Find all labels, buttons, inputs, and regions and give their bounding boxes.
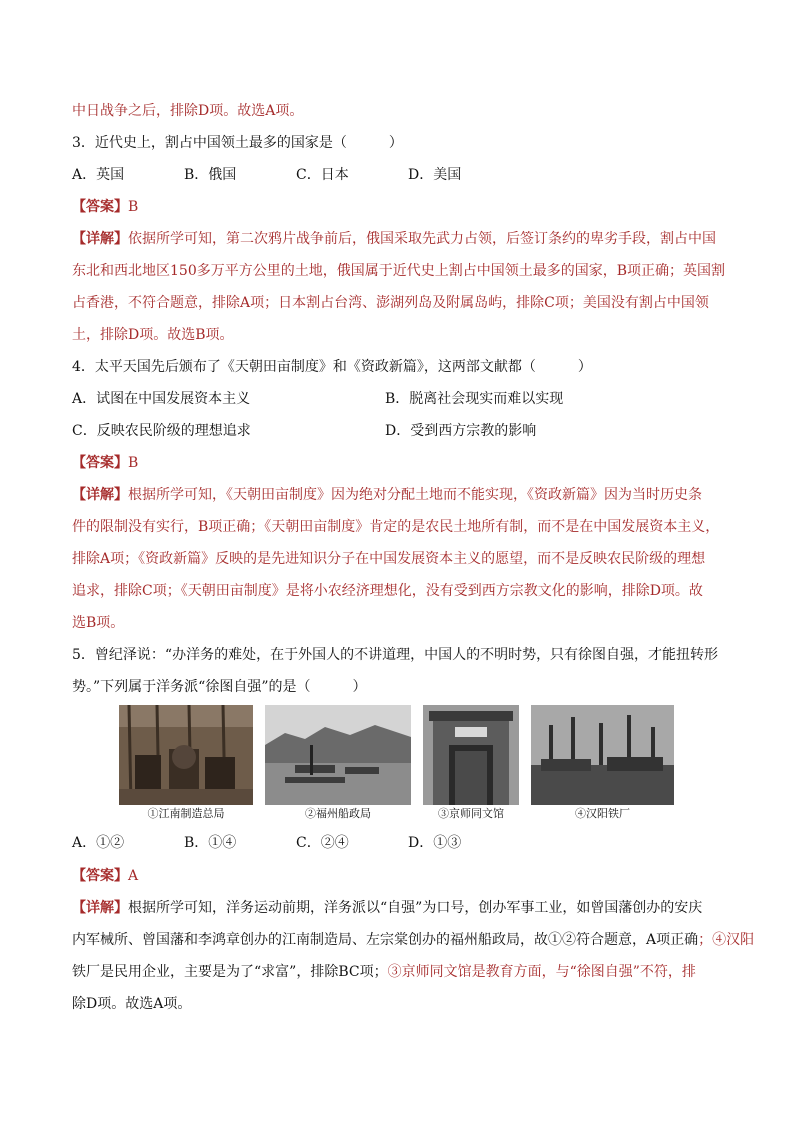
q5-answer xyxy=(72,866,138,886)
q4-stem: 4．太平天国先后颁布了《天朝田亩制度》和《资政新篇》，这两部文献都（ ） xyxy=(72,359,592,375)
q3-option-c: C．日本 xyxy=(296,167,349,183)
photo-hanyang-ironworks xyxy=(531,705,674,805)
detail-text-red: ；④汉阳 xyxy=(698,932,755,948)
answer-value: B xyxy=(128,199,139,215)
q4-detail-line-5: 选B项。 xyxy=(72,615,125,631)
q4-detail-line-2: 件的限制没有实行，B项正确；《天朝田亩制度》肯定的是农民土地所有制，而不是在中国发展资本主义， xyxy=(72,519,720,535)
q5-stem-line-1: 5．曾纪泽说：“办洋务的难处，在于外国人的不讲道理，中国人的不明时势，只有徐图自强，才能扭转形 xyxy=(72,647,719,663)
q4-answer xyxy=(72,453,138,473)
intro-line: 中日战争之后，排除D项。故选A项。 xyxy=(72,103,304,119)
q4-detail-line-4: 追求，排除C项；《天朝田亩制度》是将小农经济理想化，没有受到西方宗教文化的影响，排除D项。故 xyxy=(72,583,703,599)
q5-stem-line-2: 势。”下列属于洋务派“徐图自强”的是（ ） xyxy=(72,679,367,695)
q4-option-d: D．受到西方宗教的影响 xyxy=(385,423,537,439)
detail-text: 根据所学可知，《天朝田亩制度》因为绝对分配土地而不能实现，《资政新篇》因为当时历史条 xyxy=(128,487,702,503)
q4-detail-line-3: 排除A项；《资政新篇》反映的是先进知识分子在中国发展资本主义的愿望，而不是反映农民阶级的理想 xyxy=(72,551,706,567)
q5-detail-line-2 xyxy=(72,930,754,950)
detail-tag: 【详解】 xyxy=(72,487,128,503)
q3-detail-line-3: 占香港，不符合题意，排除A项；日本割占台湾、澎湖列岛及附属岛屿，排除C项；美国没有割占中国领 xyxy=(72,295,709,311)
detail-tag: 【详解】 xyxy=(72,231,128,247)
q4-option-c: C．反映农民阶级的理想追求 xyxy=(72,423,251,439)
q4-option-a: A．试图在中国发展资本主义 xyxy=(72,391,251,407)
caption-2: ②福州船政局 xyxy=(305,807,371,820)
q5-detail-line-1 xyxy=(72,898,702,918)
q3-answer xyxy=(72,197,138,217)
detail-text: 依据所学可知，第二次鸦片战争前后，俄国采取先武力占领，后签订条约的卑劣手段，割占中国 xyxy=(128,231,716,247)
q3-option-a: A．英国 xyxy=(72,167,125,183)
answer-value: B xyxy=(128,455,139,471)
q3-stem: 3．近代史上，割占中国领土最多的国家是（ ） xyxy=(72,135,403,151)
q5-option-c: C．②④ xyxy=(296,835,349,851)
photo-jiangnan-arsenal xyxy=(119,705,253,805)
q5-option-b: B．①④ xyxy=(184,835,237,851)
q3-detail-line-2: 东北和西北地区150多万平方公里的土地，俄国属于近代史上割占中国领土最多的国家，B项正确；英国割 xyxy=(72,263,726,279)
caption-3: ③京师同文馆 xyxy=(438,807,504,820)
q5-option-a: A．①② xyxy=(72,835,125,851)
answer-tag: 【答案】 xyxy=(72,199,128,215)
q3-detail-line-4: 土，排除D项。故选B项。 xyxy=(72,327,234,343)
caption-4: ④汉阳铁厂 xyxy=(575,807,630,820)
q3-detail-line-1 xyxy=(72,229,716,249)
detail-text: 铁厂是民用企业，主要是为了“求富”，排除BC项； xyxy=(72,964,388,980)
q5-detail-line-3 xyxy=(72,962,696,982)
q3-option-b: B．俄国 xyxy=(184,167,237,183)
answer-value: A xyxy=(128,868,139,884)
q3-option-d: D．美国 xyxy=(408,167,462,183)
q5-detail-line-4: 除D项。故选A项。 xyxy=(72,996,192,1012)
photo-tongwenguan xyxy=(423,705,519,805)
q5-option-d: D．①③ xyxy=(408,835,462,851)
detail-tag: 【详解】 xyxy=(72,900,128,916)
detail-text: 根据所学可知，洋务运动前期，洋务派以“自强”为口号，创办军事工业，如曾国藩创办的安庆 xyxy=(128,900,703,916)
detail-text: 内军械所、曾国藩和李鸿章创办的江南制造局、左宗棠创办的福州船政局，故①②符合题意，A项正确 xyxy=(72,932,699,948)
q4-option-b: B．脱离社会现实而难以实现 xyxy=(385,391,564,407)
photo-fuzhou-shipyard xyxy=(265,705,411,805)
detail-text-red: ③京师同文馆是教育方面，与“徐图自强”不符，排 xyxy=(387,964,696,980)
answer-tag: 【答案】 xyxy=(72,455,128,471)
q4-detail-line-1 xyxy=(72,485,702,505)
caption-1: ①江南制造总局 xyxy=(147,807,225,820)
answer-tag: 【答案】 xyxy=(72,868,128,884)
